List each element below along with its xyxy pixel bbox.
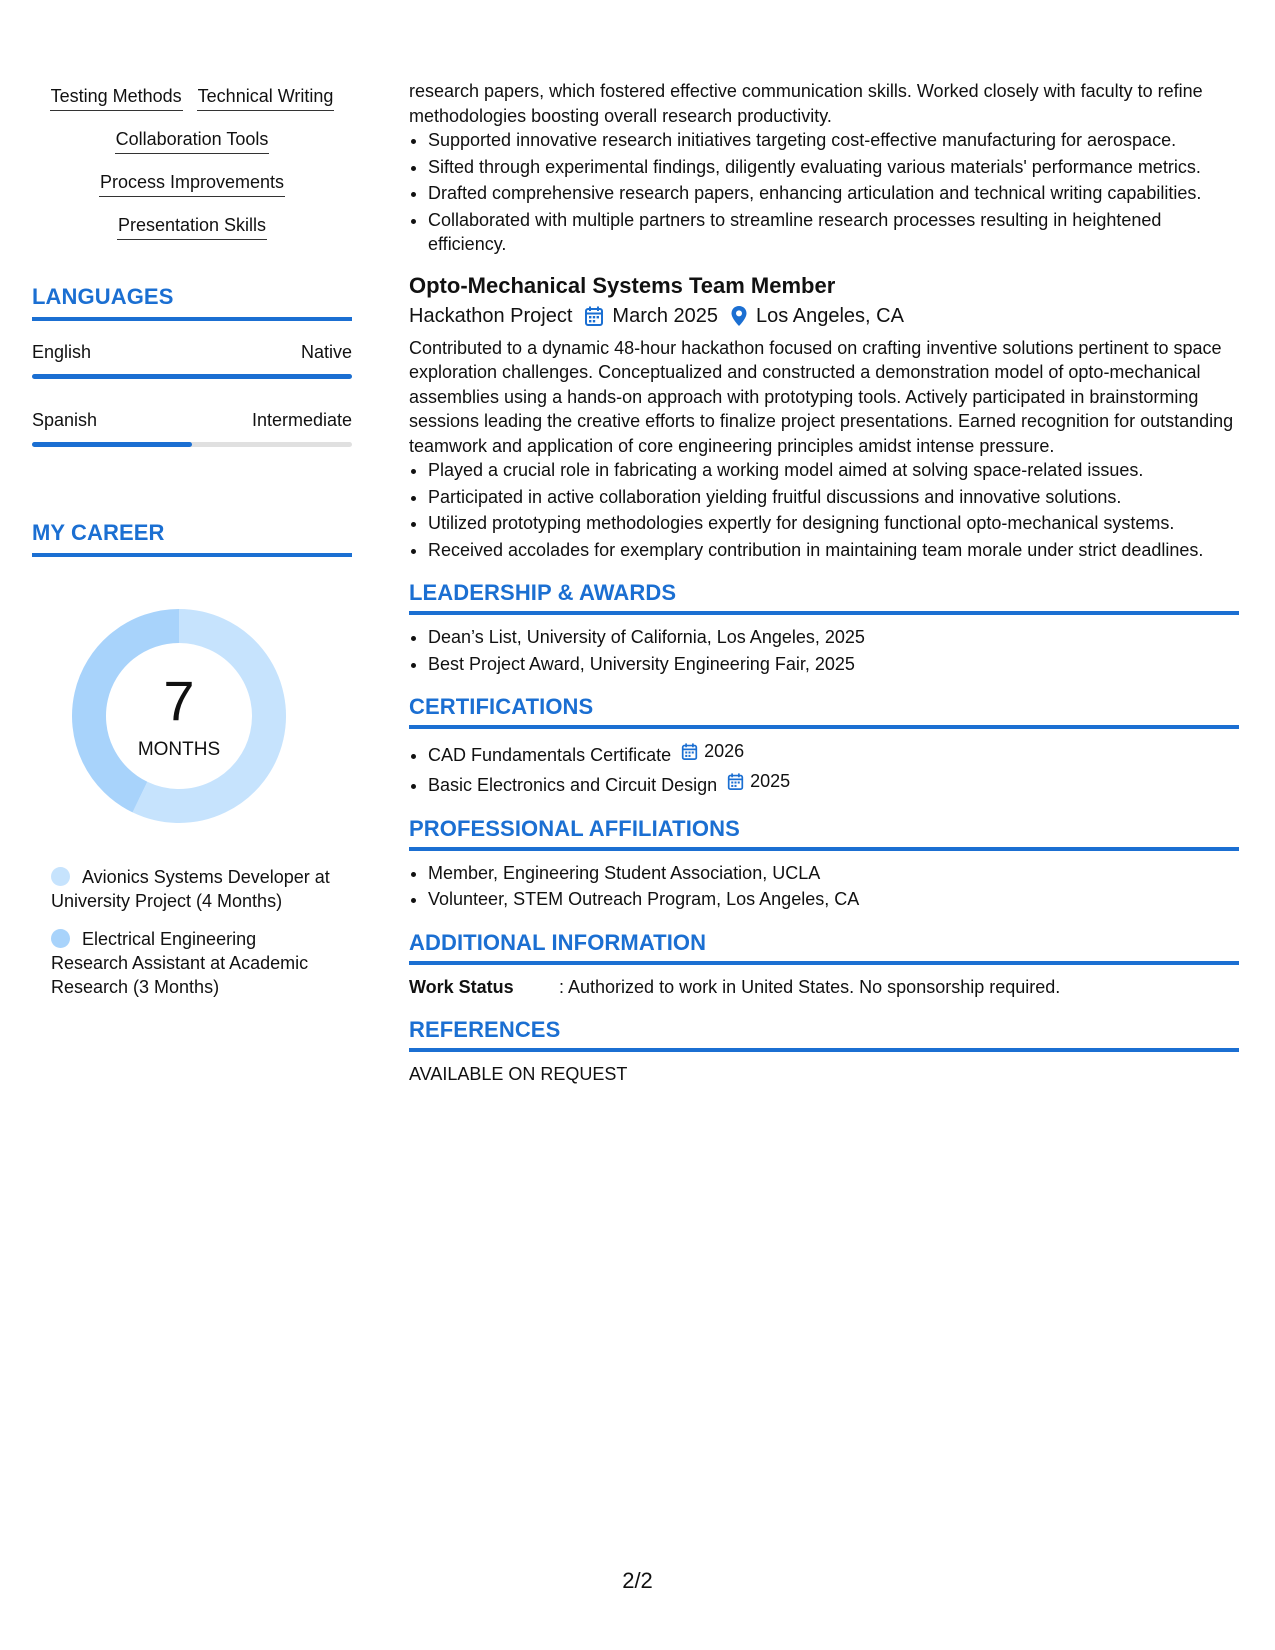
section-divider [32,553,352,557]
job-entry [409,272,1239,563]
affiliations-list [409,861,1239,912]
location-pin-icon [730,305,748,327]
experience-bullets [409,128,1239,257]
skills-list [32,85,352,240]
career-total-unit: MONTHS [137,739,221,760]
leadership-list [409,625,1239,676]
left-column [32,85,352,1013]
section-divider [409,961,1239,965]
right-column [409,79,1239,1086]
award-item: • Best Project Award, University Engineering Fair, 2025 [428,652,1239,677]
award-item: • Dean’s List, University of California, Los Angeles, 2025 [428,625,1239,650]
legend-label: Electrical Engineering Research Assistant at Academic Research (3 Months) [51,929,309,997]
career-section [32,519,352,999]
skill-tag: Collaboration Tools [115,128,270,154]
career-donut-chart [66,603,292,829]
skill-tag: Testing Methods [50,85,183,111]
certification-item [428,769,1239,797]
leadership-heading: LEADERSHIP & AWARDS [409,580,677,605]
additional-info-section [409,929,1239,999]
certification-name: CAD Fundamentals Certificate [428,744,672,765]
language-bar [32,442,352,447]
career-legend [51,865,331,999]
bullet-item: • Sifted through experimental findings, diligently evaluating various materials' performance metrics. [428,155,1239,180]
additional-info-heading: ADDITIONAL INFORMATION [409,929,707,955]
certifications-list [409,739,1239,798]
references-text: AVAILABLE ON REQUEST [409,1063,628,1084]
experience-paragraph: research papers, which fostered effective communication skills. Worked closely with faculty to refine methodologies boosting overall research productivity. [409,81,1203,126]
calendar-icon [681,742,701,761]
section-divider [409,611,1239,615]
bullet-item: • Utilized prototyping methodologies expertly for designing functional opto-mechanical systems. [428,511,1239,536]
bullet-item: • Collaborated with multiple partners to streamline research processes resulting in heightened efficiency. [428,208,1239,257]
certification-item [428,739,1239,767]
certifications-heading: CERTIFICATIONS [409,694,594,719]
skill-tag: Presentation Skills [117,214,267,240]
career-total-number: 7 [163,669,195,732]
references-heading: REFERENCES [409,1016,561,1042]
legend-item [51,927,331,999]
affiliations-heading: PROFESSIONAL AFFILIATIONS [409,815,740,841]
bullet-item: • Played a crucial role in fabricating a working model aimed at solving space-related issues. [428,458,1239,483]
bullet-item: • Drafted comprehensive research papers, enhancing articulation and technical writing capabilities. [428,181,1239,206]
work-status-label: Work Status [409,976,514,997]
work-status-row [409,975,1239,999]
bullet-item: • Supported innovative research initiatives targeting cost-effective manufacturing for aerospace. [428,128,1239,153]
section-divider [409,847,1239,851]
career-heading: MY CAREER [32,520,165,545]
skill-tag: Process Improvements [99,171,285,197]
certification-name: Basic Electronics and Circuit Design [428,775,718,795]
language-bar [32,374,352,379]
certification-year: 2026 [704,741,745,761]
leadership-section [409,579,1239,676]
job-org: Hackathon Project [409,304,573,327]
languages-heading: LANGUAGES [32,284,174,309]
language-level: Native [300,342,352,362]
job-title: Opto-Mechanical Systems Team Member [409,272,836,298]
language-bar-fill [32,374,352,379]
job-bullets [409,458,1239,562]
language-name: Spanish [32,410,98,430]
language-item [32,341,352,379]
legend-item [51,865,331,913]
bullet-item: • Received accolades for exemplary contribution in maintaining team morale under strict deadlines. [428,538,1239,563]
calendar-icon [727,772,747,791]
page-number: 2/2 [622,1568,653,1593]
job-meta [409,302,1239,330]
language-name: English [32,342,92,362]
skill-tag: Technical Writing [197,85,335,111]
legend-label: Avionics Systems Developer at University Project (4 Months) [51,867,330,911]
languages-section [32,283,352,447]
section-divider [32,317,352,321]
section-divider [409,725,1239,729]
job-location: Los Angeles, CA [756,304,904,327]
calendar-icon [584,305,604,327]
bullet-item: • Participated in active collaboration yielding fruitful discussions and innovative solutions. [428,485,1239,510]
certifications-section [409,693,1239,798]
affiliations-section [409,815,1239,912]
language-bar-fill [32,442,192,447]
job-description: Contributed to a dynamic 48-hour hackathon focused on crafting inventive solutions pertinent to space exploration challenges. Conceptualized and constructed a demonstration model of opto-mechanical assemblies using a hands-on approach with prototyping tools. Actively participated in brainstorming sessions leading the creative efforts to finalize project presentations. Earned recognition for outstanding teamwork and application of core engineering principles amidst intense pressure. [409,337,1234,456]
work-status-value: : Authorized to work in United States. No sponsorship required. [559,976,1061,997]
legend-dot [51,929,70,948]
affiliation-item: • Volunteer, STEM Outreach Program, Los Angeles, CA [428,887,1239,912]
language-item [32,409,352,447]
language-level: Intermediate [251,410,352,430]
affiliation-item: • Member, Engineering Student Association, UCLA [428,861,1239,886]
legend-dot [51,867,70,886]
section-divider [409,1048,1239,1052]
references-section [409,1016,1239,1087]
certification-year: 2025 [750,771,791,792]
job-date: March 2025 [612,304,719,327]
